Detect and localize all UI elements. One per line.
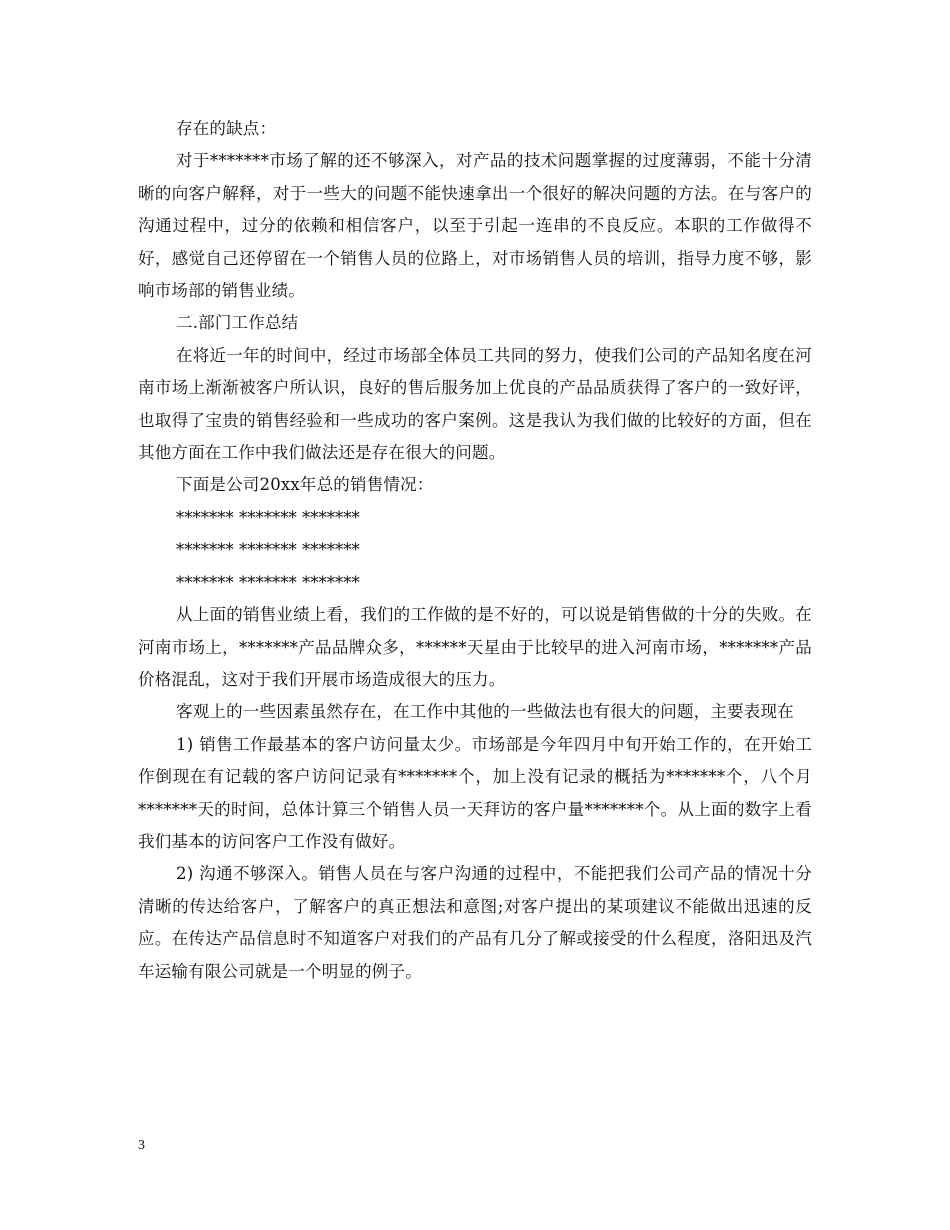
paragraph-objective-factors: 客观上的一些因素虽然存在，在工作中其他的一些做法也有很大的问题，主要表现在 xyxy=(176,702,794,722)
section-heading-shortcomings: 存在的缺点： xyxy=(176,119,277,138)
list-item-communication: 2) 沟通不够深入。销售人员在与客户沟通的过程中，不能把我们公司产品的情况十分清晰的传达给客户，了解客户的真正想法和意图;对客户提出的某项建议不能做出迅速的反应。在传达产品信息时不知道客户对我们的产品有几分了解或接受的什么程度，洛阳迅及汽车运输有限公司就是一个明显的例子。 xyxy=(138,864,812,981)
paragraph-department-summary: 在将近一年的时间中，经过市场部全体员工共同的努力，使我们公司的产品知名度在河南市场上渐渐被客户所认识，良好的售后服务加上优良的产品品质获得了客户的一致好评，也取得了宝贵的销售经验和一些成功的客户案例。这是我认为我们做的比较好的方面，但在其他方面在工作中我们做法还是存在很大的问题。 xyxy=(138,345,812,463)
paragraph-shortcomings: 对于*******市场了解的还不够深入，对产品的技术问题掌握的过度薄弱，不能十分清晰的向客户解释，对于一些大的问题不能快速拿出一个很好的解决问题的方法。在与客户的沟通过程中，过分的依赖和相信客户，以至于引起一连串的不良反应。本职的工作做得不好，感觉自己还停留在一个销售人员的位路上，对市场销售人员的培训，指导力度不够，影响市场部的销售业绩。 xyxy=(138,151,812,301)
sales-placeholder-row: ******* ******* ******* xyxy=(176,572,360,592)
document-body xyxy=(138,113,812,988)
section-heading-department-summary: 二.部门工作总结 xyxy=(176,313,299,333)
sales-placeholder-row: ******* ******* ******* xyxy=(176,540,360,560)
paragraph-sales-analysis: 从上面的销售业绩上看，我们的工作做的是不好的，可以说是销售做的十分的失败。在河南市场上，*******产品品牌众多，******天星由于比较早的进入河南市场，*******产品价格混乱，这对于我们开展市场造成很大的压力。 xyxy=(138,605,812,689)
sales-placeholder-row: ******* ******* ******* xyxy=(176,507,360,527)
paragraph-sales-intro: 下面是公司20xx年总的销售情况： xyxy=(176,475,434,495)
page-number: 3 xyxy=(138,1138,145,1153)
list-item-visit-volume: 1) 销售工作最基本的客户访问量太少。市场部是今年四月中旬开始工作的，在开始工作倒现在有记载的客户访问记录有*******个，加上没有记录的概括为*******个，八个月*******天的时间，总体计算三个销售人员一天拜访的客户量*******个。从上面的数字上看我们基本的访问客户工作没有做好。 xyxy=(138,734,812,851)
